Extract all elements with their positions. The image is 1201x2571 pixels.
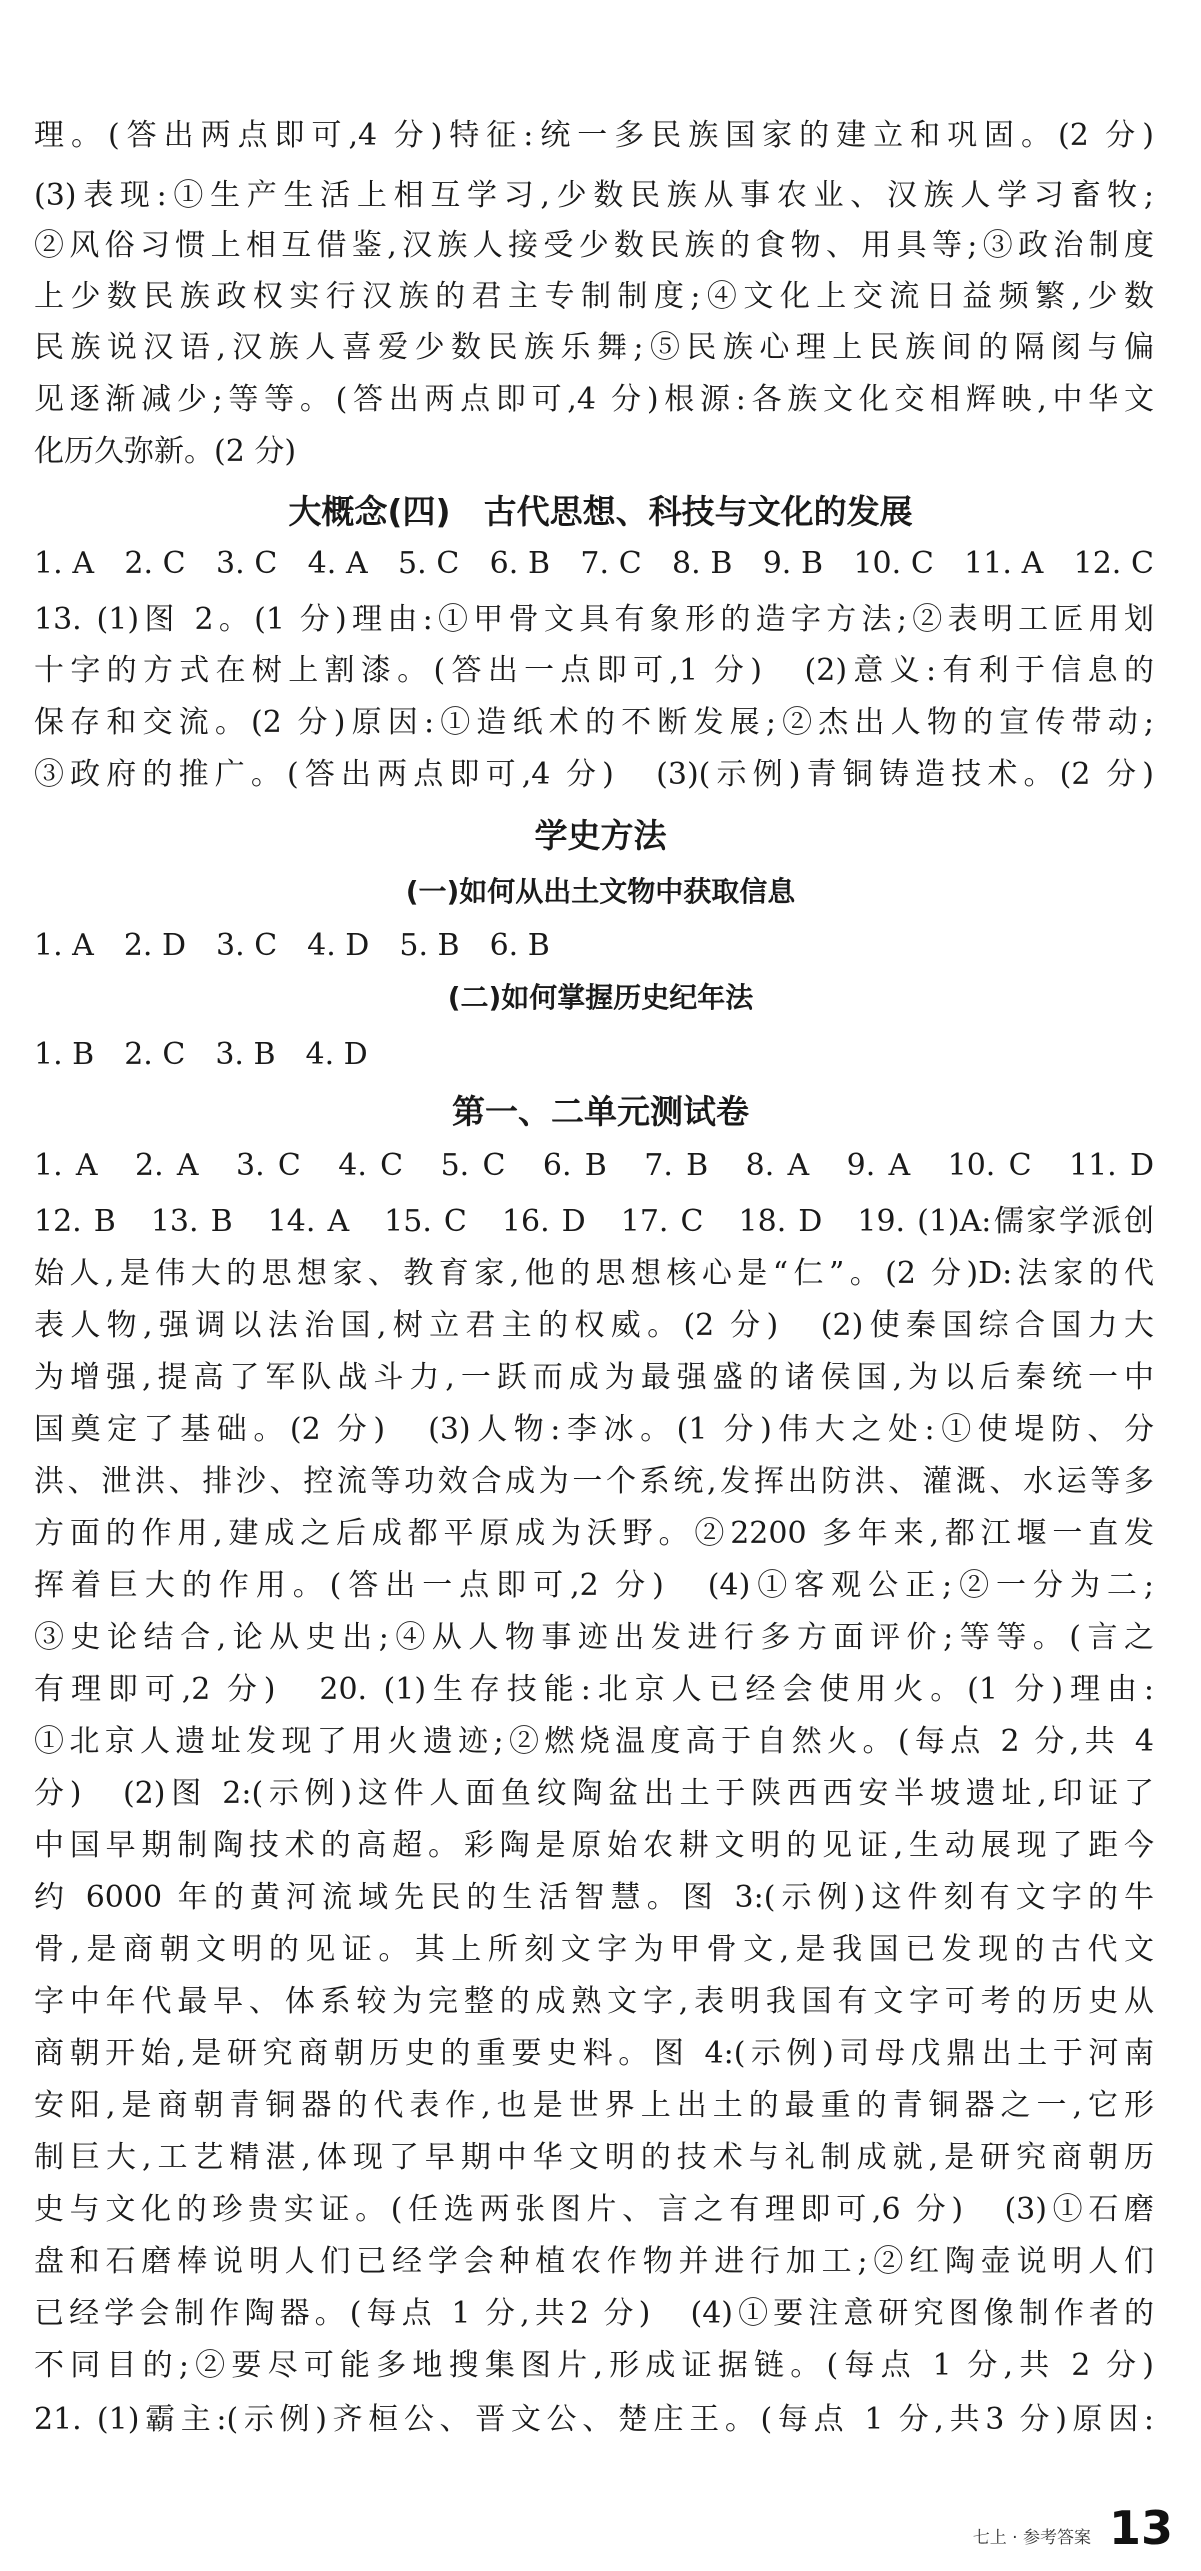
text-line: 13. (1)图 2。(1 分)理由:①甲骨文具有象形的造字方法;②表明工匠用划 [34,602,1154,637]
text-line: 安阳,是商朝青铜器的代表作,也是世界上出土的最重的青铜器之一,它形 [34,2088,1154,2123]
text-line: 理。(答出两点即可,4 分)特征:统一多民族国家的建立和巩固。(2 分) [34,118,1154,153]
text-line: 上少数民族政权实行汉族的君主专制制度;④文化上交流日益频繁,少数 [34,279,1154,314]
section-heading-study-methods: 学史方法 [534,816,667,855]
text-line: ②风俗习惯上相互借鉴,汉族人接受少数民族的食物、用具等;③政治制度 [34,228,1154,263]
section-heading-unit-test: 第一、二单元测试卷 [452,1092,749,1131]
section-heading-concept-4: 大概念(四) 古代思想、科技与文化的发展 [288,492,913,531]
text-line: ③政府的推广。(答出两点即可,4 分) (3)(示例)青铜铸造技术。(2 分) [34,757,1154,792]
text-line: 不同目的;②要尽可能多地搜集图片,形成证据链。(每点 1 分,共 2 分) [34,2348,1154,2383]
text-line: 国奠定了基础。(2 分) (3)人物:李冰。(1 分)伟大之处:①使堤防、分 [34,1412,1154,1447]
text-line: 见逐渐减少;等等。(答出两点即可,4 分)根源:各族文化交相辉映,中华文 [34,382,1154,417]
footer-tag: 七上 · 参考答案 [972,2528,1091,2548]
text-line: 始人,是伟大的思想家、教育家,他的思想核心是“仁”。(2 分)D:法家的代 [34,1256,1154,1291]
text-line: 骨,是商朝文明的见证。其上所刻文字为甲骨文,是我国已发现的古代文 [34,1932,1154,1967]
text-line: 商朝开始,是研究商朝历史的重要史料。图 4:(示例)司母戊鼎出土于河南 [34,2036,1154,2071]
text-line: 21. (1)霸主:(示例)齐桓公、晋文公、楚庄王。(每点 1 分,共3 分)原因: [34,2402,1154,2437]
answer-choices-line: 1. B 2. C 3. B 4. D [34,1037,368,1072]
text-line: 挥着巨大的作用。(答出一点即可,2 分) (4)①客观公正;②一分为二; [34,1568,1154,1603]
text-line: 有理即可,2 分) 20. (1)生存技能:北京人已经会使用火。(1 分)理由: [34,1672,1154,1707]
text-line: 中国早期制陶技术的高超。彩陶是原始农耕文明的见证,生动展现了距今 [34,1828,1154,1863]
text-line: ①北京人遗址发现了用火遗迹;②燃烧温度高于自然火。(每点 2 分,共 4 [34,1724,1154,1759]
answer-choices-line: 1. A 2. D 3. C 4. D 5. B 6. B [34,928,550,963]
subheading-method-1: (一)如何从出土文物中获取信息 [405,875,796,908]
answer-choices-line: 1. A 2. C 3. C 4. A 5. C 6. B 7. C 8. B 9. B 10. C 11. A 12. C [34,546,1154,581]
text-line: 分) (2)图 2:(示例)这件人面鱼纹陶盆出土于陕西西安半坡遗址,印证了 [34,1776,1154,1811]
text-line: 约 6000 年的黄河流域先民的生活智慧。图 3:(示例)这件刻有文字的牛 [34,1880,1154,1915]
text-line: ③史论结合,论从史出;④从人物事迹出发进行多方面评价;等等。(言之 [34,1620,1154,1655]
text-line: 十字的方式在树上割漆。(答出一点即可,1 分) (2)意义:有利于信息的 [34,653,1154,688]
text-line: 史与文化的珍贵实证。(任选两张图片、言之有理即可,6 分) (3)①石磨 [34,2192,1154,2227]
text-line: 已经学会制作陶器。(每点 1 分,共2 分) (4)①要注意研究图像制作者的 [34,2296,1154,2331]
text-line: 制巨大,工艺精湛,体现了早期中华文明的技术与礼制成就,是研究商朝历 [34,2140,1154,2175]
text-line: 字中年代最早、体系较为完整的成熟文字,表明我国有文字可考的历史从 [34,1984,1154,2019]
text-line: 方面的作用,建成之后成都平原成为沃野。②2200 多年来,都江堰一直发 [34,1516,1154,1551]
text-line: 表人物,强调以法治国,树立君主的权威。(2 分) (2)使秦国综合国力大 [34,1308,1154,1343]
text-line: 为增强,提高了军队战斗力,一跃而成为最强盛的诸侯国,为以后秦统一中 [34,1360,1154,1395]
text-line: 保存和交流。(2 分)原因:①造纸术的不断发展;②杰出人物的宣传带动; [34,705,1154,740]
text-line: (3)表现:①生产生活上相互学习,少数民族从事农业、汉族人学习畜牧; [34,178,1154,213]
text-line: 洪、泄洪、排沙、控流等功效合成为一个系统,发挥出防洪、灌溉、水运等多 [34,1464,1154,1499]
text-line: 12. B 13. B 14. A 15. C 16. D 17. C 18. D 19. (1)A:儒家学派创 [34,1204,1154,1239]
text-line: 盘和石磨棒说明人们已经学会种植农作物并进行加工;②红陶壶说明人们 [34,2244,1154,2279]
page-number: 13 [1108,2501,1173,2555]
text-line: 化历久弥新。(2 分) [34,434,297,469]
text-line: 民族说汉语,汉族人喜爱少数民族乐舞;⑤民族心理上民族间的隔阂与偏 [34,330,1154,365]
subheading-method-2: (二)如何掌握历史纪年法 [447,981,754,1014]
answer-choices-line: 1. A 2. A 3. C 4. C 5. C 6. B 7. B 8. A 9. A 10. C 11. D [34,1148,1154,1183]
